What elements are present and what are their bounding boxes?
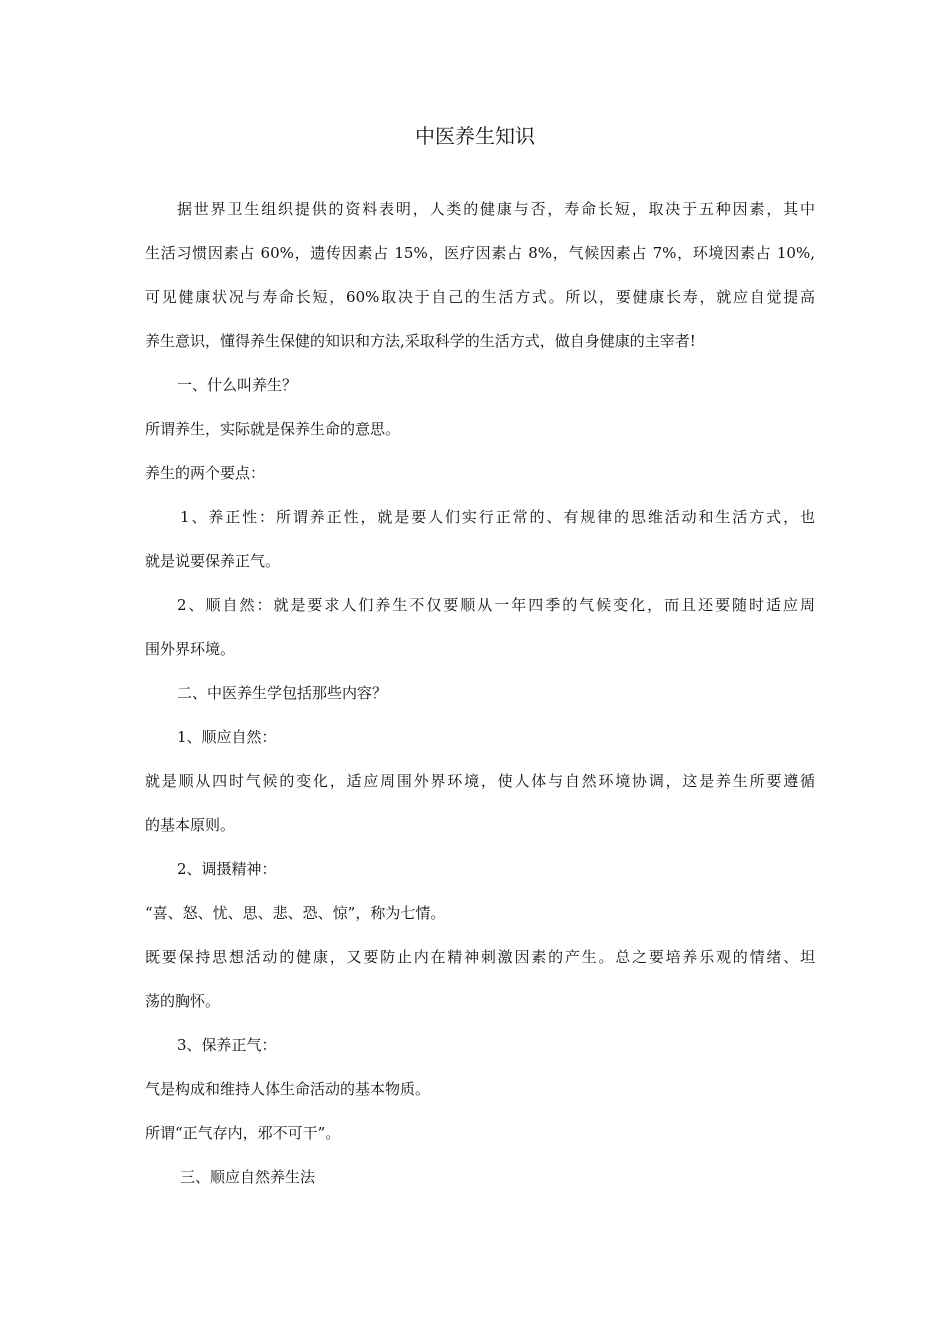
- paragraph-line: 所谓养生，实际就是保养生命的意思。: [145, 420, 401, 438]
- subsection-heading: 1、顺应自然：: [177, 728, 277, 746]
- paragraph-line: 的基本原则。: [145, 816, 236, 834]
- paragraph-line: 所谓“正气存内，邪不可干”。: [145, 1124, 341, 1142]
- list-item-line: 围外界环境。: [145, 640, 236, 658]
- document-title: 中医养生知识: [415, 124, 535, 148]
- paragraph-line: 据世界卫生组织提供的资料表明，人类的健康与否，寿命长短，取决于五种因素，其中: [177, 200, 815, 218]
- paragraph-line: 养生的两个要点：: [145, 464, 266, 482]
- subsection-heading: 3、保养正气：: [177, 1036, 277, 1054]
- list-item-line: 2、顺自然：就是要求人们养生不仅要顺从一年四季的气候变化，而且还要随时适应周: [177, 596, 815, 614]
- section-heading: 二、中医养生学包括那些内容？: [177, 684, 388, 702]
- paragraph-line: 生活习惯因素占 60%，遗传因素占 15%，医疗因素占 8%，气候因素占 7%，环境因素占 10%,: [145, 244, 815, 262]
- section-heading: 一、什么叫养生？: [177, 376, 298, 394]
- paragraph-line: 养生意识，懂得养生保健的知识和方法,采取科学的生活方式，做自身健康的主宰者!: [145, 332, 696, 350]
- paragraph-line: 既要保持思想活动的健康，又要防止内在精神刺激因素的产生。总之要培养乐观的情绪、坦: [145, 948, 815, 966]
- paragraph-line: 气是构成和维持人体生命活动的基本物质。: [145, 1080, 431, 1098]
- paragraph-line: 可见健康状况与寿命长短，60%取决于自己的生活方式。所以，要健康长寿，就应自觉提高: [145, 288, 815, 306]
- list-item-line: 1、养正性：所谓养正性，就是要人们实行正常的、有规律的思维活动和生活方式，也: [180, 508, 815, 526]
- list-item-line: 就是说要保养正气。: [145, 552, 281, 570]
- paragraph-line: 荡的胸怀。: [145, 992, 221, 1010]
- subsection-heading: 2、调摄精神：: [177, 860, 277, 878]
- paragraph-line: “喜、怒、忧、思、悲、恐、惊”，称为七情。: [145, 904, 446, 922]
- paragraph-line: 就是顺从四时气候的变化，适应周围外界环境，使人体与自然环境协调，这是养生所要遵循: [145, 772, 815, 790]
- section-heading: 三、顺应自然养生法: [180, 1168, 316, 1186]
